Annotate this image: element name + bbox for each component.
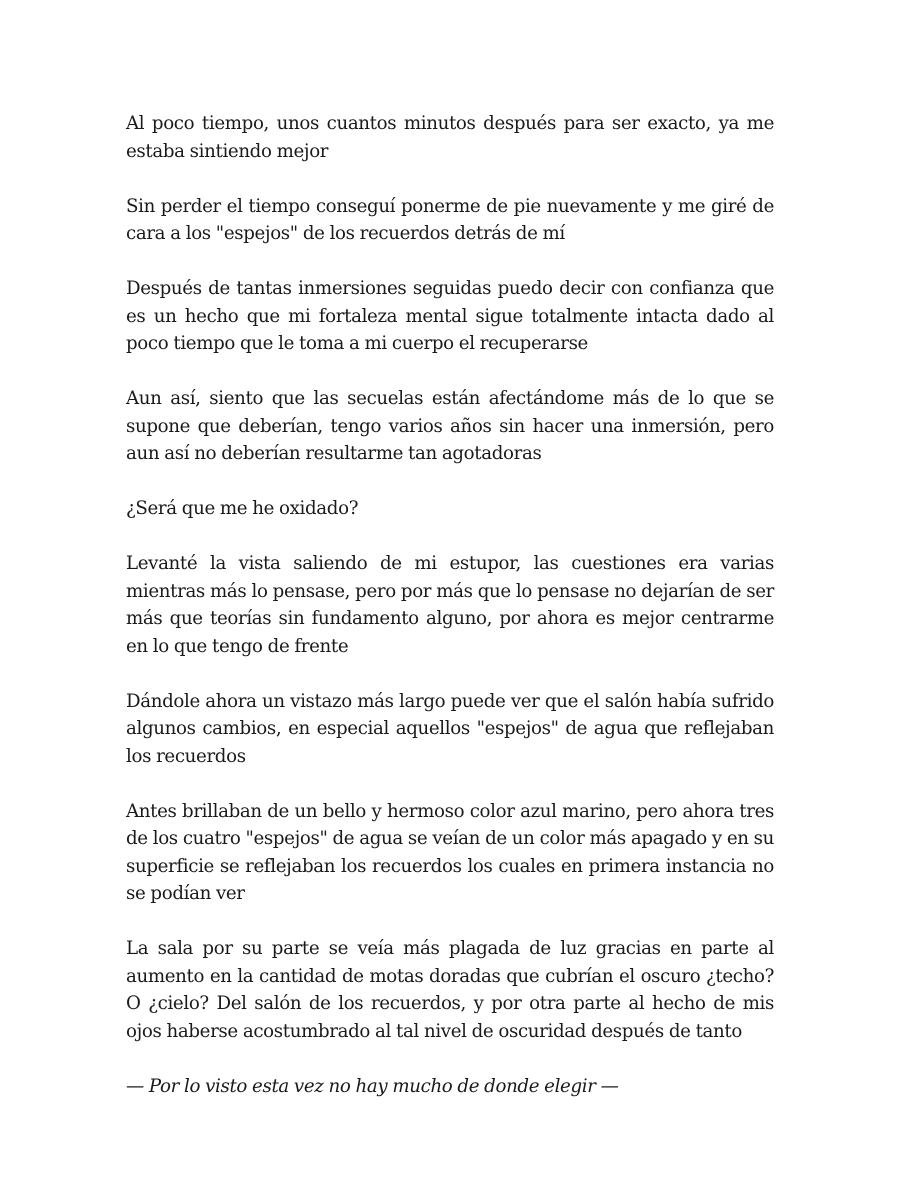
document-page bbox=[126, 110, 774, 1128]
paragraph: Al poco tiempo, unos cuantos minutos después para ser exacto, ya me estaba sintiendo mejor bbox=[126, 113, 774, 162]
dialogue-line: — Por lo visto esta vez no hay mucho de donde elegir — bbox=[126, 1075, 619, 1097]
paragraph: Sin perder el tiempo conseguí ponerme de pie nuevamente y me giré de cara a los "espejos" de los recuerdos detrás de mí bbox=[126, 195, 774, 244]
paragraph: Dándole ahora un vistazo más largo puede ver que el salón había sufrido algunos cambios, en especial aquellos "espejos" de agua que reflejaban los recuerdos bbox=[126, 690, 774, 767]
paragraph: Después de tantas inmersiones seguidas puedo decir con confianza que es un hecho que mi fortaleza mental sigue totalmente intacta dado al poco tiempo que le toma a mi cuerpo el recuperarse bbox=[126, 278, 774, 354]
paragraph: La sala por su parte se veía más plagada de luz gracias en parte al aumento en la cantidad de motas doradas que cubrían el oscuro ¿techo? O ¿cielo? Del salón de los recuerdos, y por otra parte al hecho de mis ojos haberse acostumbrado al tal nivel de oscuridad después de tanto bbox=[126, 938, 774, 1042]
paragraph: Aun así, siento que las secuelas están afectándome más de lo que se supone que deberían, tengo varios años sin hacer una inmersión, pero aun así no deberían resultarme tan agotadoras bbox=[126, 388, 774, 464]
paragraph: ¿Será que me he oxidado? bbox=[126, 498, 359, 519]
paragraph: Antes brillaban de un bello y hermoso color azul marino, pero ahora tres de los cuatro "espejos" de agua se veían de un color más apagado y en su superficie se reflejaban los recuerdos los cuales en primera instancia no se podían ver bbox=[126, 800, 774, 904]
paragraph: Levanté la vista saliendo de mi estupor, las cuestiones era varias mientras más lo pensase, pero por más que lo pensase no dejarían de ser más que teorías sin fundamento alguno, por ahora es mejor centrarme en lo que tengo de frente bbox=[126, 553, 774, 657]
